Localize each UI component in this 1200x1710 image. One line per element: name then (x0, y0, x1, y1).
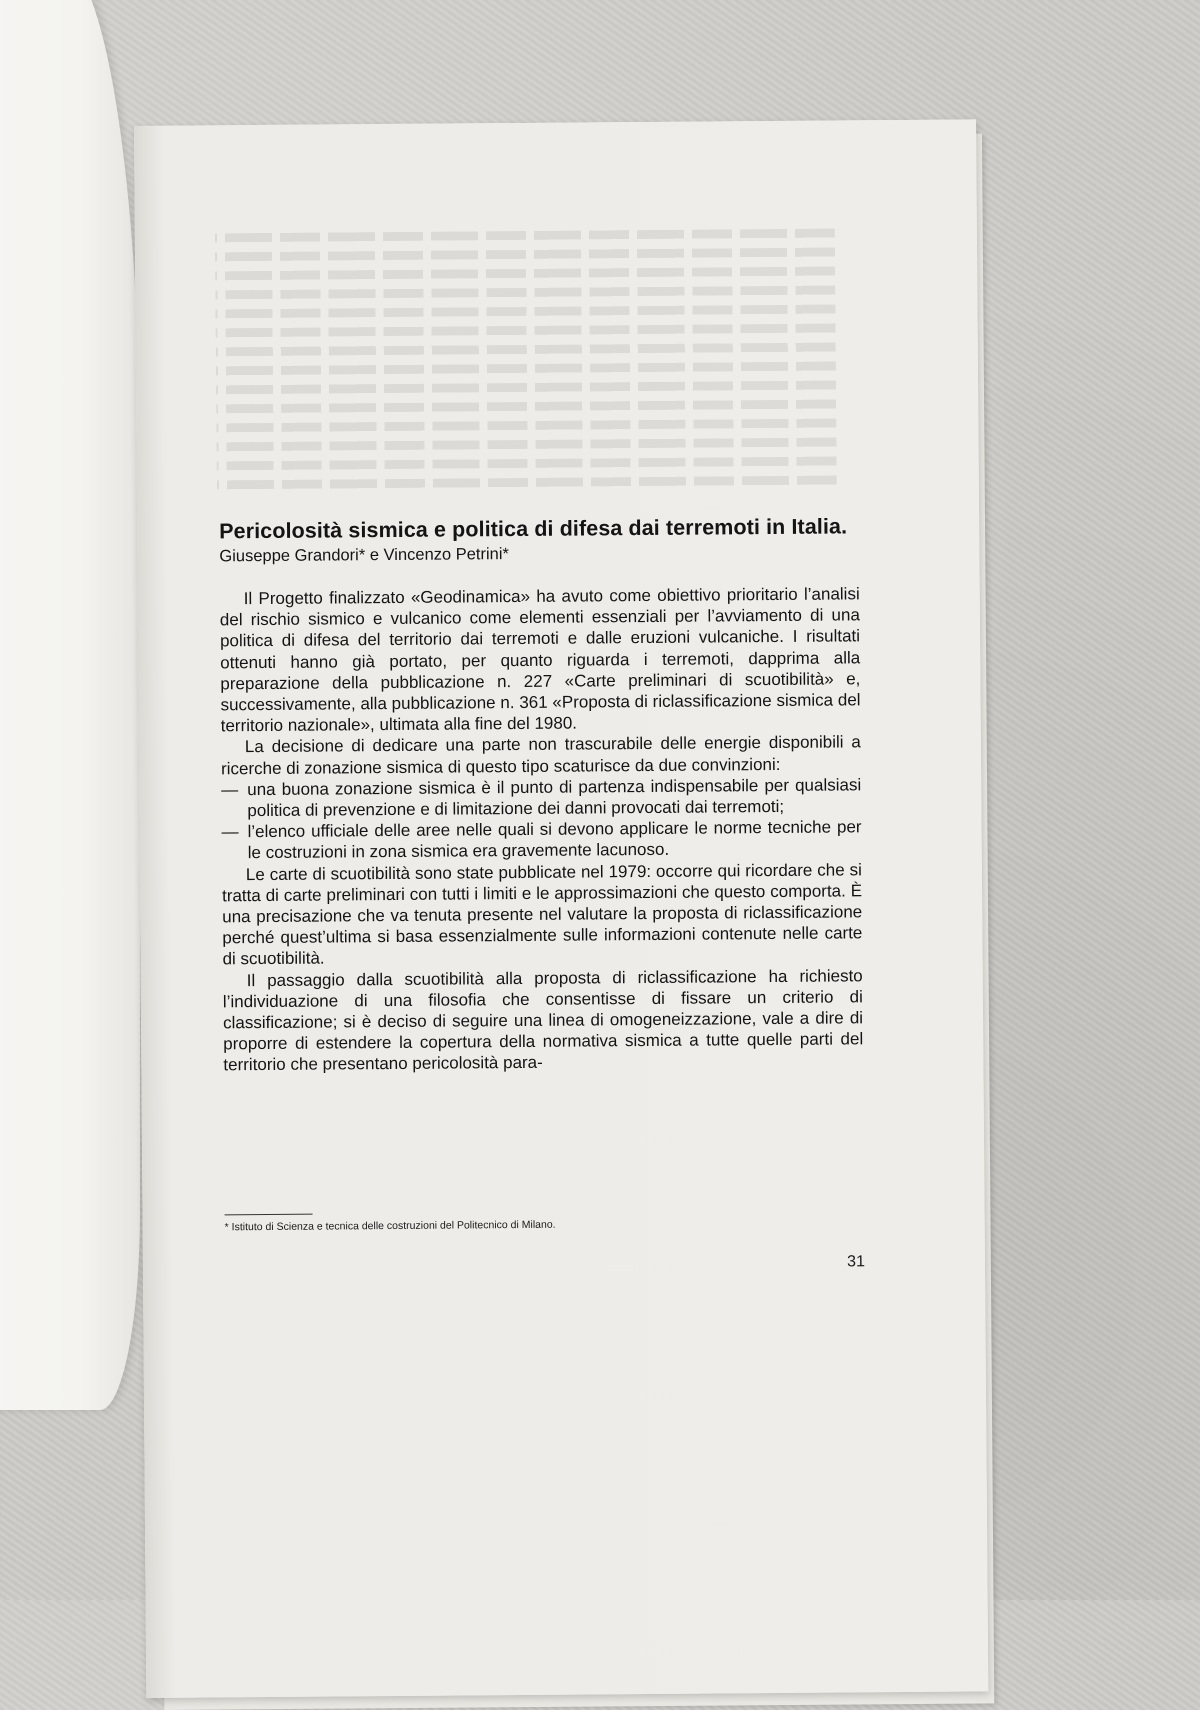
bullet-dash: — (221, 780, 239, 800)
facing-page (0, 0, 140, 1410)
article-authors: Giuseppe Grandori* e Vincenzo Petrini* (219, 545, 509, 566)
footnote-divider (225, 1214, 313, 1216)
article-body (220, 583, 864, 1076)
show-through-text (215, 228, 837, 533)
paragraph: Le carte di scuotibilità sono state pubblicate nel 1979: occorre qui ricordare che si tratta di carte preliminari con tutti i limiti e le approssimazioni che questo comporta. È una precisazione che va tenuta presente nel valutare la proposta di riclassificazione perché quest’ultima si basa essenzialmente sulle informazioni contenute nelle carte di scuotibilità. (221, 859, 863, 969)
bullet-dash: — (221, 822, 239, 842)
paragraph: Il passaggio dalla scuotibilità alla proposta di riclassificazione ha richiesto l’individuazione di una filosofia che consentisse di fissare un criterio di classificazione; si è deciso di seguire una linea di omogeneizzazione, vale a dire di proporre di estendere la copertura della normativa sismica a tutte quelle parti del territorio che presentano pericolosità para- (222, 965, 864, 1075)
book-page (134, 119, 988, 1698)
paragraph: La decisione di dedicare una parte non trascurabile delle energie disponibili a ricerche di zonazione sismica di questo tipo scaturisce da due convinzioni: (220, 732, 861, 778)
article-title: Pericolosità sismica e politica di difesa dai terremoti in Italia. (219, 514, 848, 544)
footnote: * Istituto di Scienza e tecnica delle costruzioni del Politecnico di Milano. (224, 1218, 556, 1234)
list-item (221, 774, 861, 821)
page-number: 31 (847, 1253, 866, 1271)
list-item-text: una buona zonazione sismica è il punto di partenza indispensabile per qualsiasi politica di prevenzione e di limitazione dei danni provocati dai terremoti; (247, 775, 862, 821)
article (219, 514, 863, 1076)
list-item (221, 817, 861, 864)
list-item-text: l’elenco ufficiale delle aree nelle quali si devono applicare le norme tecniche per le costruzioni in zona sismica era gravemente lacunoso. (247, 817, 862, 863)
paragraph: Il Progetto finalizzato «Geodinamica» ha avuto come obiettivo prioritario l’analisi del rischio sismico e vulcanico come elementi essenziali per l’avviamento di una politica di difesa del territorio dai terremoti e dalle eruzioni vulcaniche. I risultati ottenuti hanno già portato, per quanto riguarda i terremoti, dapprima alla preparazione della pubblicazione n. 227 «Carte preliminari di scuotibilità» e, successivamente, alla pubblicazione n. 361 «Proposta di riclassificazione sismica del territorio nazionale», ultimata alla fine del 1980. (219, 584, 861, 736)
